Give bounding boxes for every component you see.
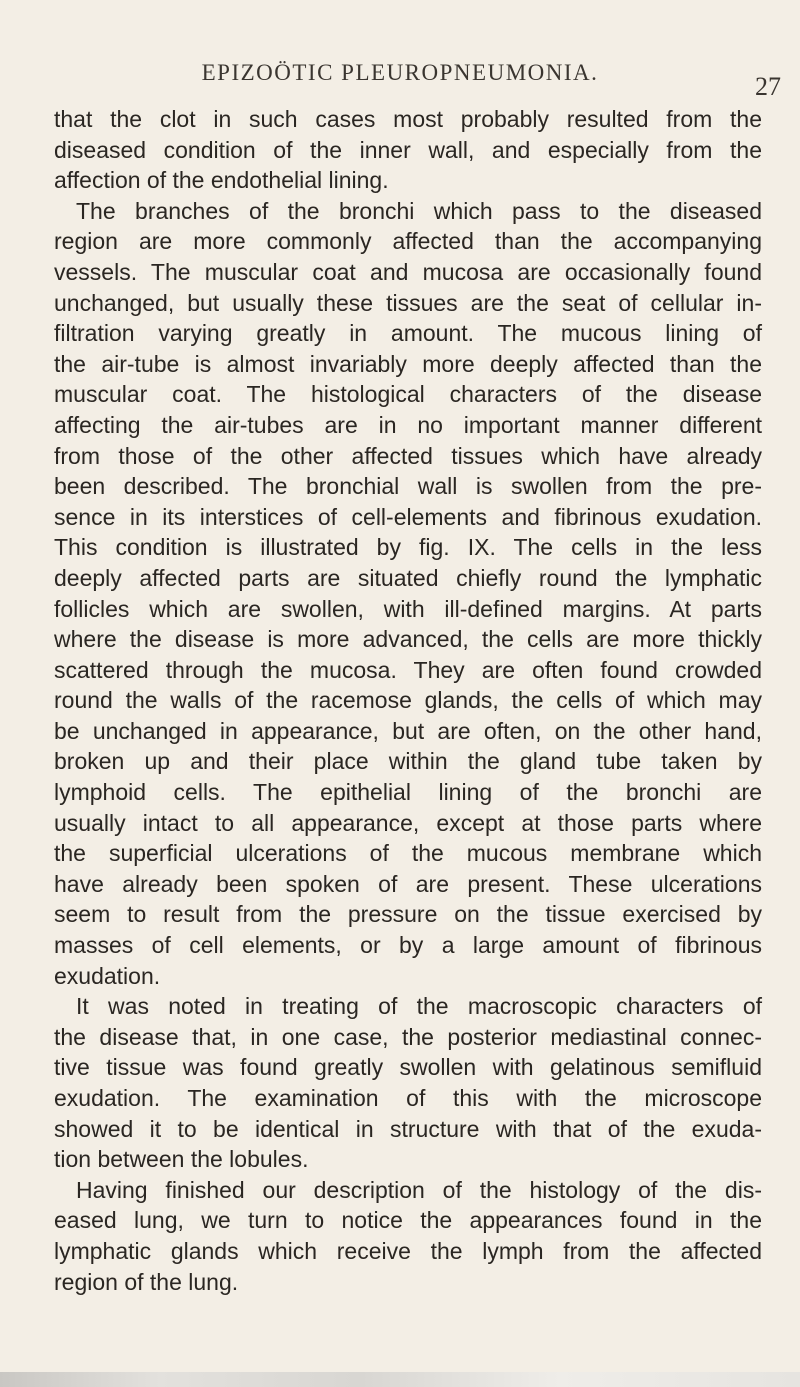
text-line: seem to result from the pressure on the tissue exercised by bbox=[54, 901, 762, 928]
text-line: region are more commonly affected than the accompanying bbox=[54, 228, 762, 255]
text-line: affecting the air-tubes are in no important manner different bbox=[54, 411, 762, 438]
text-line: affection of the endothelial lining. bbox=[54, 167, 389, 194]
text-line: the superficial ulcerations of the mucous membrane which bbox=[54, 840, 762, 867]
text-line: region of the lung. bbox=[54, 1268, 239, 1295]
text-line: lymphoid cells. The epithelial lining of the bronchi are bbox=[54, 779, 762, 806]
text-line: tive tissue was found greatly swollen with gelatinous semifluid bbox=[54, 1054, 762, 1081]
text-line: be unchanged in appearance, but are often, on the other hand, bbox=[54, 717, 762, 744]
text-line: eased lung, we turn to notice the appearances found in the bbox=[54, 1207, 762, 1234]
text-line: showed it to be identical in structure with that of the exuda- bbox=[54, 1115, 762, 1142]
text-line: Having finished our description of the histology of the dis- bbox=[76, 1176, 762, 1203]
running-head: EPIZOÖTIC PLEUROPNEUMONIA. bbox=[201, 60, 599, 85]
text-line: been described. The bronchial wall is swollen from the pre- bbox=[54, 473, 762, 500]
text-line: broken up and their place within the gland tube taken by bbox=[54, 748, 762, 775]
text-line: round the walls of the racemose glands, the cells of which may bbox=[54, 687, 762, 714]
text-line: scattered through the mucosa. They are often found crowded bbox=[54, 656, 762, 683]
text-line: muscular coat. The histological characters of the disease bbox=[54, 381, 762, 408]
page-number: 27 bbox=[755, 72, 781, 101]
text-line: unchanged, but usually these tissues are the seat of cellular in- bbox=[54, 289, 762, 316]
text-line: exudation. bbox=[54, 962, 161, 989]
text-line: This condition is illustrated by fig. IX. The cells in the less bbox=[54, 534, 762, 561]
text-line: where the disease is more advanced, the cells are more thickly bbox=[54, 626, 762, 653]
text-line: the disease that, in one case, the posterior mediastinal connec- bbox=[54, 1023, 762, 1050]
text-line: diseased condition of the inner wall, and especially from the bbox=[54, 136, 762, 163]
text-line: The branches of the bronchi which pass to the diseased bbox=[76, 197, 762, 224]
text-line: usually intact to all appearance, except at those parts where bbox=[54, 809, 762, 836]
text-line: follicles which are swollen, with ill-defined margins. At parts bbox=[54, 595, 762, 622]
text-line: from those of the other affected tissues which have already bbox=[54, 442, 762, 469]
paragraph-3 bbox=[54, 991, 762, 1175]
text-line: have already been spoken of are present. These ulcerations bbox=[54, 870, 762, 897]
text-line: masses of cell elements, or by a large amount of fibrinous bbox=[54, 932, 762, 959]
text-line: sence in its interstices of cell-elements and fibrinous exudation. bbox=[54, 503, 762, 530]
page-edge-strip bbox=[0, 1372, 800, 1387]
body-text bbox=[54, 104, 762, 1297]
paragraph-4 bbox=[54, 1175, 762, 1297]
paragraph-1 bbox=[54, 104, 762, 196]
paragraph-2 bbox=[54, 196, 762, 991]
text-line: exudation. The examination of this with the microscope bbox=[54, 1085, 762, 1111]
text-line: lymphatic glands which receive the lymph from the affected bbox=[54, 1237, 762, 1264]
text-line: tion between the lobules. bbox=[54, 1146, 309, 1173]
text-line: filtration varying greatly in amount. The mucous lining of bbox=[54, 320, 762, 347]
text-line: It was noted in treating of the macroscopic characters of bbox=[76, 993, 762, 1020]
text-line: vessels. The muscular coat and mucosa are occasionally found bbox=[54, 258, 762, 285]
text-line: the air-tube is almost invariably more deeply affected than the bbox=[54, 350, 762, 377]
text-line: that the clot in such cases most probably resulted from the bbox=[54, 106, 762, 132]
text-line: deeply affected parts are situated chiefly round the lymphatic bbox=[54, 564, 762, 591]
